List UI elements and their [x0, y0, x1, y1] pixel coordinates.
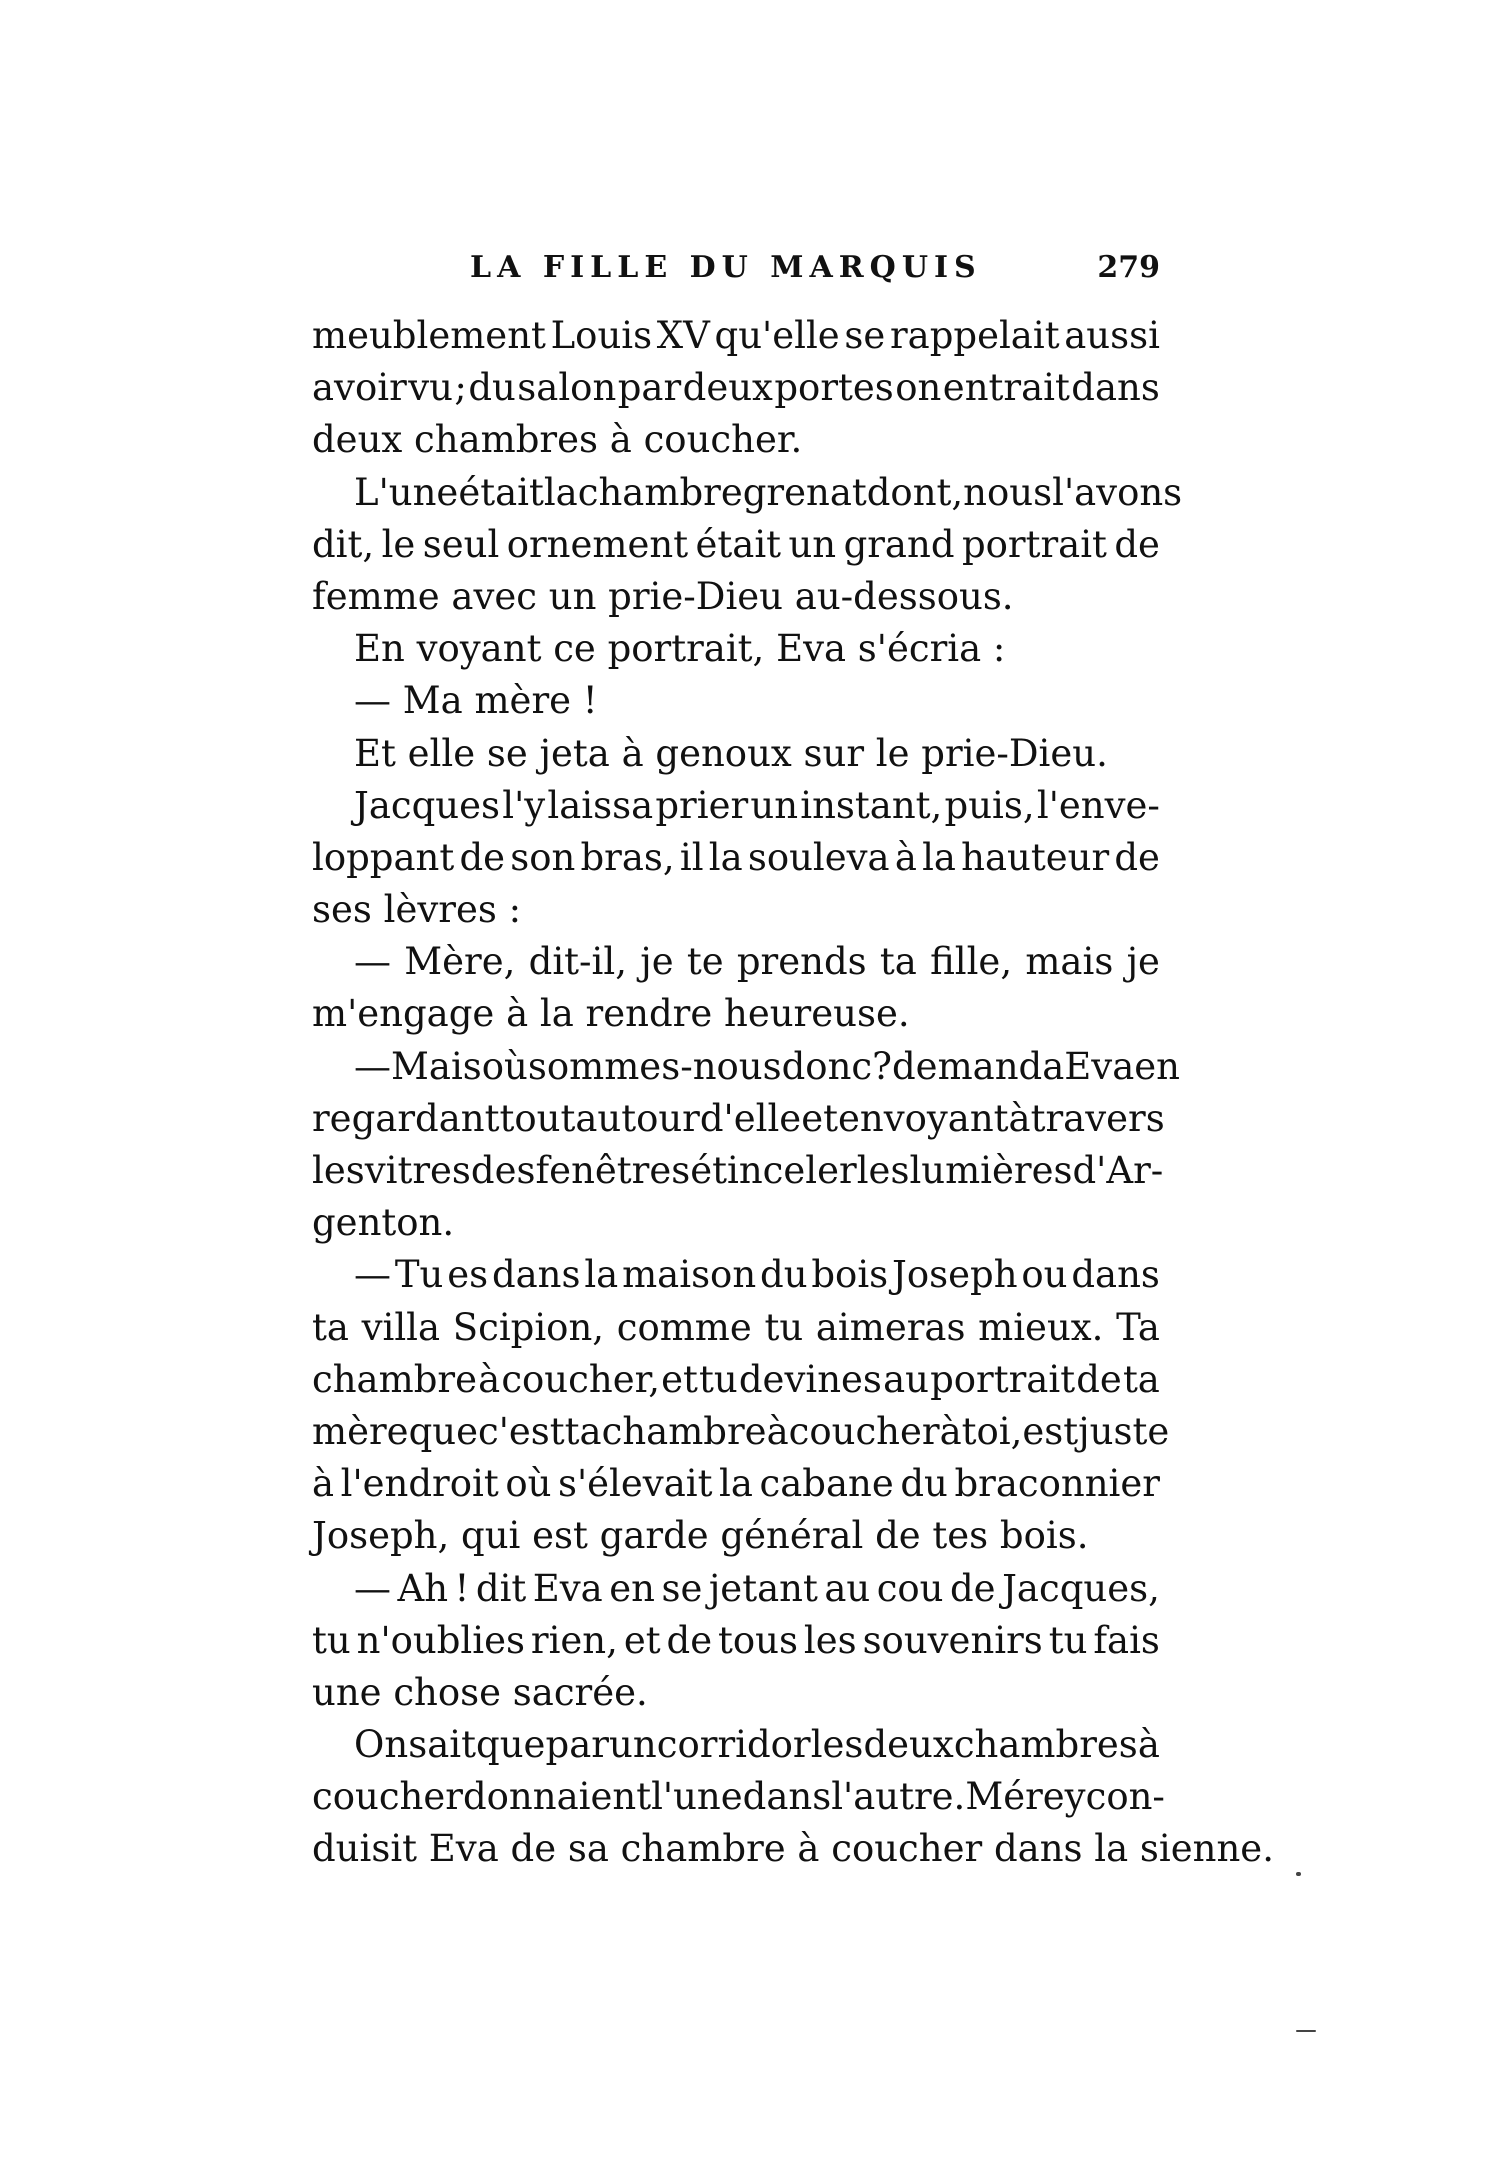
text-line: L'une était la chambre grenat dont, nous l'avons [354, 470, 1183, 514]
paragraph [312, 675, 1160, 727]
text-line: — Ah ! dit Eva en se jetant au cou de Jacques, [354, 1566, 1160, 1610]
paragraph [312, 936, 1160, 1040]
paragraph [312, 1041, 1181, 1250]
text-line: m'engage à la rendre heureuse. [312, 992, 910, 1036]
text-line: coucher donnaient l'une dans l'autre. Mérey con- [312, 1775, 1165, 1819]
text-line: ta villa Scipion, comme tu aimeras mieux. Ta [312, 1305, 1160, 1349]
text-line: les vitres des fenêtres étinceler les lumières d'Ar- [312, 1149, 1164, 1192]
text-line: — Mais où sommes-nous donc ? demanda Eva en [354, 1044, 1181, 1088]
text-line: deux chambres à coucher. [312, 418, 803, 462]
text-line: duisit Eva de sa chambre à coucher dans la sienne. [312, 1827, 1274, 1871]
text-line: — Ma mère ! [354, 679, 598, 723]
paragraph [312, 623, 1160, 675]
body-text [312, 310, 1274, 1876]
text-line: une chose sacrée. [312, 1670, 648, 1714]
text-line: Joseph, qui est garde général de tes bois. [312, 1514, 1089, 1558]
paragraph [312, 1249, 1170, 1562]
text-line: tu n'oublies rien, et de tous les souvenirs tu fais [312, 1618, 1160, 1662]
paragraph [312, 310, 1160, 467]
text-line: loppant de son bras, il la souleva à la hauteur de [312, 835, 1160, 879]
text-line: femme avec un prie-Dieu au-dessous. [312, 574, 1014, 618]
text-line: meublement Louis XV qu'elle se rappelait aussi [312, 314, 1160, 357]
paragraph [312, 1719, 1274, 1876]
paragraph [312, 467, 1183, 624]
page-number: 279 [1097, 250, 1160, 285]
paragraph [312, 780, 1160, 937]
print-speck [1296, 2030, 1316, 2032]
text-line: dit, le seul ornement était un grand portrait de [312, 522, 1160, 566]
text-line: Et elle se jeta à genoux sur le prie-Dieu. [354, 731, 1108, 775]
text-line: mère que c'est ta chambre à coucher à toi, est juste [312, 1409, 1170, 1453]
text-line: — Mère, dit-il, je te prends ta fille, mais je [354, 940, 1160, 984]
text-line: à l'endroit où s'élevait la cabane du braconnier [312, 1462, 1160, 1506]
text-line: chambre à coucher, et tu devines au portrait de ta [312, 1357, 1160, 1401]
running-head [470, 250, 1160, 294]
text-line: avoir vu ; du salon par deux portes on entrait dans [312, 366, 1160, 410]
text-line: On sait que par un corridor les deux chambres à [354, 1723, 1160, 1767]
text-line: ses lèvres : [312, 888, 522, 932]
paragraph [312, 728, 1160, 780]
running-head-title: LA FILLE DU MARQUIS [470, 250, 982, 285]
text-line: — Tu es dans la maison du bois Joseph ou dans [354, 1253, 1160, 1297]
text-line: En voyant ce portrait, Eva s'écria : [354, 627, 1006, 671]
paragraph [312, 1563, 1160, 1720]
text-line: regardant tout autour d'elle et en voyant à travers [312, 1096, 1165, 1140]
text-line: Jacques l'y laissa prier un instant, puis, l'enve- [354, 783, 1160, 827]
print-speck [1296, 1872, 1301, 1876]
text-line: genton. [312, 1201, 455, 1245]
